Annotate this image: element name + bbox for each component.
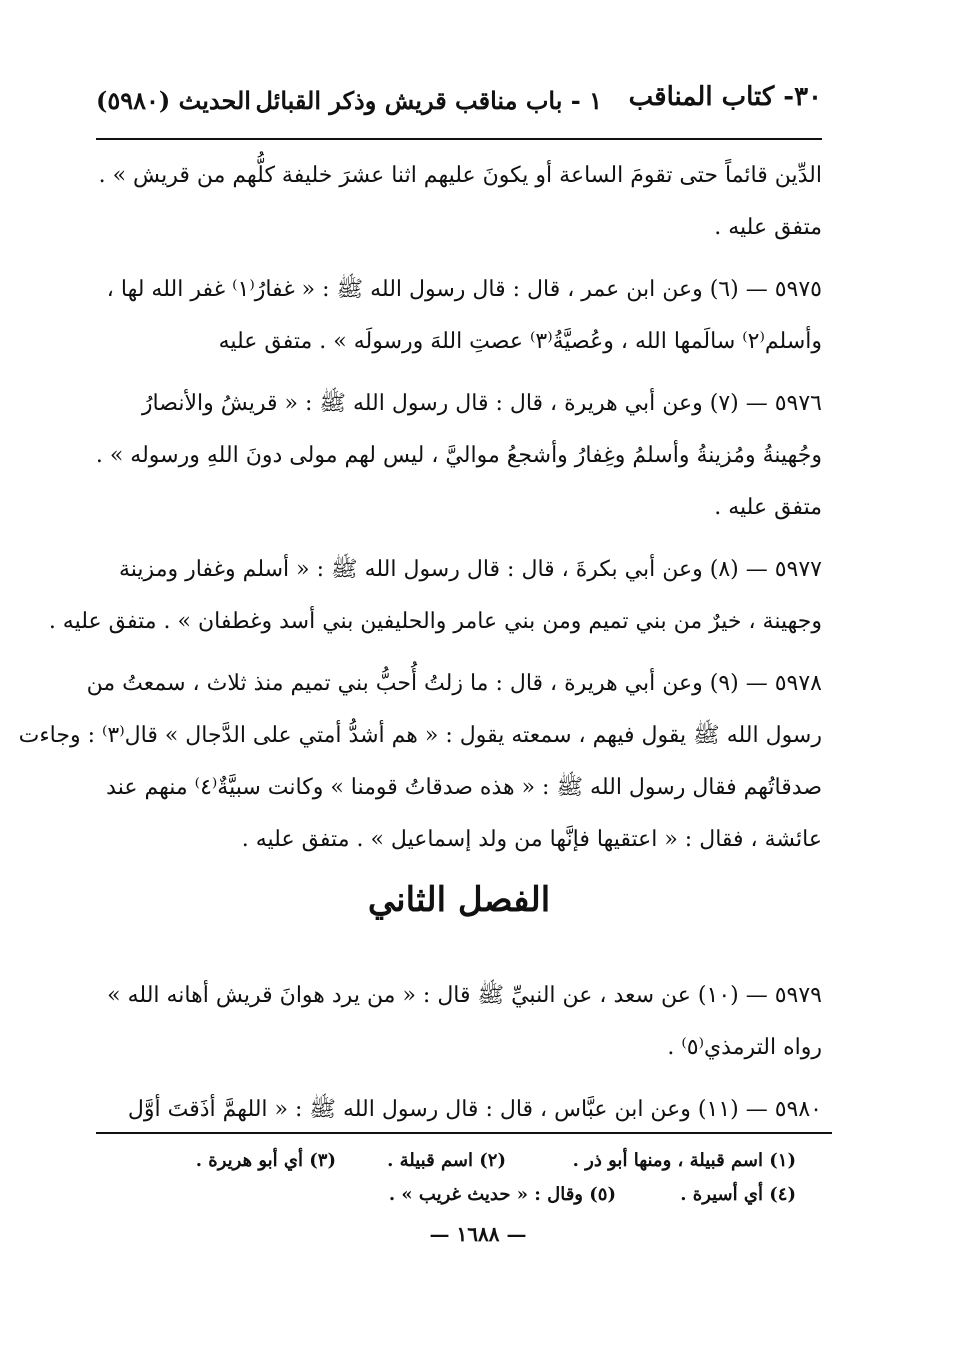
main-text: [18, 150, 822, 876]
footnote-4: (٤) أي أسيرة .: [680, 1184, 796, 1205]
paragraph: [96, 150, 822, 254]
hadith-range: الحديث (٥٩٨٠): [96, 86, 251, 115]
footnote-divider: [96, 1132, 832, 1134]
page-number: — ١٦٨٨ —: [429, 1222, 527, 1246]
text-line: رسول الله ﷺ يقول فيهم ، سمعته يقول : « هم أشدُّ أمتي على الدَّجال » قال⁽٣⁾ : وجاءت: [18, 723, 822, 748]
chapter-title: ١ - باب مناقب قريش وذكر القبائل: [255, 86, 602, 115]
text-line: متفق عليه .: [714, 495, 822, 520]
hadith-5980: [96, 1084, 822, 1136]
main-text-continued: [96, 970, 822, 1146]
hadith-5979: [96, 970, 822, 1074]
text-line: الدِّين قائماً حتى تقومَ الساعة أو يكونَ عليهم اثنا عشرَ خليفة كلُّهم من قريش » .: [98, 163, 822, 188]
footnote-row: [96, 1144, 796, 1178]
text-line: ٥٩٧٨ — (٩) وعن أبي هريرة ، قال : ما زلتُ أُحبُّ بني تميم منذ ثلاث ، سمعتُ من: [86, 671, 822, 696]
text-line: ٥٩٧٦ — (٧) وعن أبي هريرة ، قال : قال رسول الله ﷺ : « قريشُ والأنصارُ: [141, 391, 822, 416]
text-line: ٥٩٧٥ — (٦) وعن ابن عمر ، قال : قال رسول الله ﷺ : « غفارُ⁽١⁾ غفر الله لها ،: [106, 277, 822, 302]
hadith-5978: [18, 658, 822, 866]
text-line: متفق عليه .: [714, 215, 822, 240]
section-heading: الفصل الثاني: [367, 880, 551, 920]
footnote-row: [96, 1178, 796, 1212]
text-line: ٥٩٨٠ — (١١) وعن ابن عبَّاس ، قال : قال رسول الله ﷺ : « اللهمَّ أذَقتَ أوَّل: [127, 1097, 822, 1122]
text-line: ٥٩٧٩ — (١٠) عن سعد ، عن النبيِّ ﷺ قال : « من يرد هوانَ قريش أهانه الله »: [107, 983, 822, 1008]
footnote-3: (٣) أي أبو هريرة .: [195, 1150, 336, 1171]
text-line: صدقاتُهم فقال رسول الله ﷺ : « هذه صدقاتُ قومنا » وكانت سبيَّةٌ⁽٤⁾ منهم عند: [106, 775, 822, 800]
running-header: [96, 82, 822, 128]
book-title: ٣٠- كتاب المناقب: [628, 82, 822, 112]
text-line: وجُهينةُ ومُزينةُ وأسلمُ وغِفارُ وأشجعُ مواليَّ ، ليس لهم مولى دونَ اللهِ ورسوله » .: [95, 443, 822, 468]
hadith-5976: [96, 378, 822, 534]
text-line: عائشة ، فقال : « اعتقيها فإنَّها من ولد إسماعيل » . متفق عليه .: [241, 827, 822, 852]
text-line: وأسلم⁽٢⁾ سالَمها الله ، وعُصيَّةُ⁽٣⁾ عصتِ اللهَ ورسولَه » . متفق عليه: [218, 329, 822, 354]
footnote-1: (١) اسم قبيلة ، ومنها أبو ذر .: [572, 1150, 796, 1171]
text-line: رواه الترمذي⁽٥⁾ .: [667, 1035, 822, 1060]
text-line: وجهينة ، خيرٌ من بني تميم ومن بني عامر والحليفين بني أسد وغطفان » . متفق عليه .: [48, 609, 822, 634]
hadith-5977: [48, 544, 822, 648]
header-divider: [96, 138, 822, 140]
footnote-5: (٥) وقال : « حديث غريب » .: [388, 1184, 616, 1205]
hadith-5975: [96, 264, 822, 368]
footnotes: [96, 1144, 796, 1212]
footnote-2: (٢) اسم قبيلة .: [387, 1150, 506, 1171]
text-line: ٥٩٧٧ — (٨) وعن أبي بكرةَ ، قال : قال رسول الله ﷺ : « أسلم وغفار ومزينة: [119, 557, 822, 582]
